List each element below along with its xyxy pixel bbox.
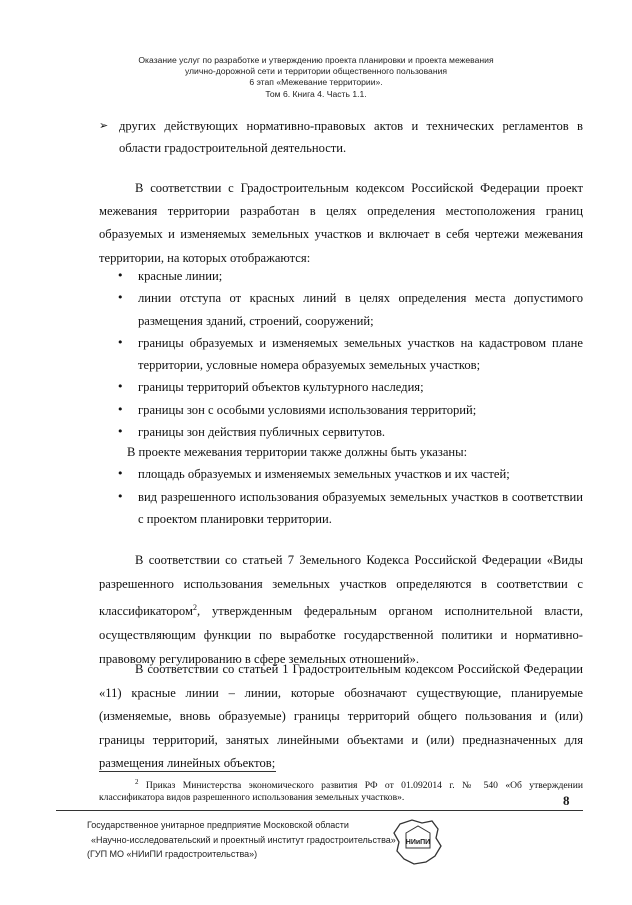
list-item: • площадь образуемых и изменяемых земельных участков и их частей; — [117, 463, 583, 486]
footnote-text: Приказ Министерства экономического развития РФ от 01.092014 г. № 540 «Об утверждении классификатора видов разрешенного использования земельных участков». — [99, 780, 584, 804]
bullet-dot-icon: • — [117, 467, 124, 480]
header-line-4: Том 6. Книга 4. Часть 1.1. — [265, 88, 367, 99]
list-item: • границы зон действия публичных сервитутов. — [117, 421, 583, 443]
bullet-dot-icon: • — [117, 489, 124, 503]
footnote — [99, 776, 583, 804]
header-line-2: улично-дорожной сети и территории общественного пользования — [184, 66, 448, 77]
paragraph-1 — [99, 177, 583, 270]
niipi-logo-icon — [392, 818, 444, 871]
list-item: • границы территорий объектов культурного наследия; — [117, 376, 583, 398]
organization-footer — [87, 818, 396, 862]
bullet-list-1 — [117, 265, 583, 443]
bullet-list-2 — [117, 463, 583, 531]
list-item: • границы образуемых и изменяемых земельных участков на кадастровом плане территории, условные номера образуемых земельных участков; — [117, 332, 583, 377]
bullet-dot-icon: • — [117, 335, 124, 349]
footnote-reference: 2 — [192, 603, 197, 613]
paragraph-2 — [99, 441, 583, 463]
arrow-list-item-text: других действующих нормативно-правовых актов и технических регламентов в области градостроительной деятельности. — [119, 119, 583, 155]
list-item: • вид разрешенного использования образуемых земельных участков в соответствии с проектом планировки территории. — [117, 486, 583, 531]
paragraph-3-text: В соответствии со статьей 7 Земельного Кодекса Российской Федерации «Виды разрешенного использования земельных участков определяются в соответствии с классификатором$^2$, утвержденным федеральным органом исполнительной власти, осуществляющим функции по выработке государственной политики и нормативно-правовому регулированию в сфере земельных отношений». — [99, 553, 583, 666]
org-line-1: Государственное унитарное предприятие Московской области — [87, 820, 349, 830]
org-line-2: «Научно-исследовательский и проектный институт градостроительства» — [91, 834, 396, 845]
arrow-list-item — [99, 115, 583, 159]
bullet-dot-icon: • — [117, 291, 124, 305]
paragraph-3 — [99, 549, 583, 672]
paragraph-4 — [99, 658, 583, 776]
list-item: • линии отступа от красных линий в целях определения места допустимого размещения зданий, строений, сооружений; — [117, 287, 583, 332]
svg-text:НИиПИ: НИиПИ — [405, 839, 431, 846]
footnote-divider — [99, 771, 276, 772]
list-item: • красные линии; — [117, 265, 583, 287]
bullet-dot-icon: • — [117, 402, 124, 416]
bullet-dot-icon: • — [117, 269, 124, 282]
arrow-bullet-icon: ➢ — [99, 119, 109, 132]
bullet-dot-icon: • — [117, 425, 124, 439]
running-header — [0, 55, 632, 100]
paragraph-2-text: В проекте межевания территории также должны быть указаны: — [127, 445, 468, 459]
bullet-dot-icon: • — [117, 380, 124, 394]
page-number: 8 — [563, 793, 570, 808]
list-item: • границы зон с особыми условиями использования территорий; — [117, 399, 583, 421]
footer-divider — [56, 810, 583, 811]
header-line-1: Оказание услуг по разработке и утверждению проекта планировки и проекта межевания — [138, 55, 494, 65]
footnote-mark: 2 — [135, 778, 139, 786]
paragraph-1-text: В соответствии с Градостроительным кодексом Российской Федерации проект межевания территории разработан в целях определения местоположения границ образуемых и изменяемых земельных участков и включает в себя чертежи межевания территории, на которых отображаются: — [99, 181, 583, 265]
header-line-3: 6 этап «Межевание территории». — [249, 77, 383, 88]
org-line-3: (ГУП МО «НИиПИ градостроительства») — [87, 849, 258, 859]
paragraph-4-text: В соответствии со статьей 1 Градостроительным кодексом Российской Федерации «11) красные линии – линии, которые обозначают существующие, планируемые (изменяемые, вновь образуемые) границы территорий общего пользования и (или) границы территорий, занятых линейными объектами и (или) предназначенных для размещения линейных объектов; — [99, 662, 583, 770]
